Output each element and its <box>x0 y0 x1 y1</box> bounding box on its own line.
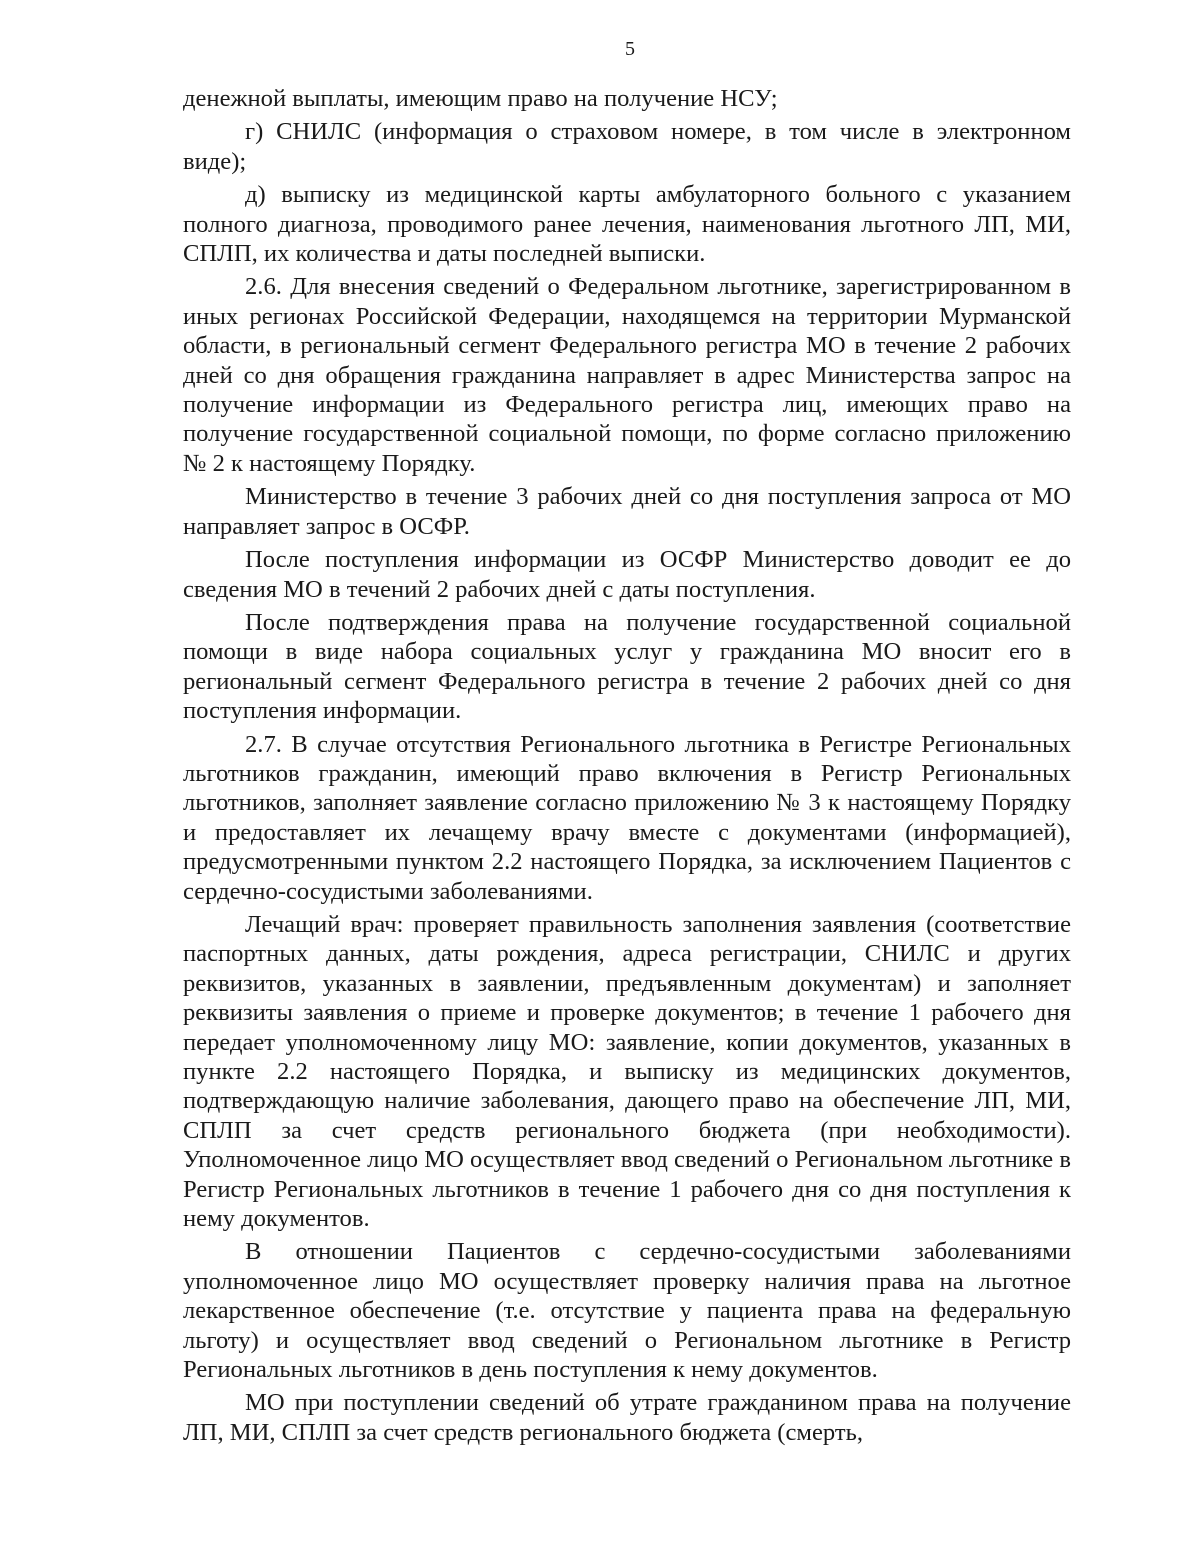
paragraph-confirmation: После подтверждения права на получение государственной социальной помощи в виде набора социальных услуг у гражданина МО вносит его в региональный сегмент Федерального регистра в течение 2 рабочих дней со дня поступления информации. <box>183 608 1071 725</box>
paragraph-cardio-patients: В отношении Пациентов с сердечно-сосудистыми заболеваниями уполномоченное лицо МО осуществляет проверку наличия права на льготное лекарственное обеспечение (т.е. отсутствие у пациента права на федеральную льготу) и осуществляет ввод сведений о Региональном льготнике в Регистр Региональных льготников в день поступления к нему документов. <box>183 1238 1071 1384</box>
paragraph-item-d: д) выписку из медицинской карты амбулаторного больного с указанием полного диагноза, проводимого ранее лечения, наименования льготного ЛП, МИ, СПЛП, их количества и даты последней выписки. <box>183 181 1071 268</box>
paragraph-item-g: г) СНИЛС (информация о страховом номере, в том числе в электронном виде); <box>183 118 1071 175</box>
paragraph-osfr-info: После поступления информации из ОСФР Министерство доводит ее до сведения МО в течений 2 рабочих дней с даты поступления. <box>183 546 1071 603</box>
paragraph-ministry-request: Министерство в течение 3 рабочих дней со дня поступления запроса от МО направляет запрос в ОСФР. <box>183 483 1071 540</box>
page-number: 5 <box>625 38 635 60</box>
paragraph-2-7: 2.7. В случае отсутствия Регионального льготника в Регистре Региональных льготников гражданин, имеющий право включения в Регистр Региональных льготников, заполняет заявление согласно приложению № 3 к настоящему Порядку и предоставляет их лечащему врачу вместе с документами (информацией), предусмотренными пунктом 2.2 настоящего Порядка, за исключением Пациентов с сердечно-сосудистыми заболеваниями. <box>183 730 1071 905</box>
document-body <box>183 84 1071 1451</box>
paragraph-continuation: денежной выплаты, имеющим право на получение НСУ; <box>183 85 778 112</box>
paragraph-doctor: Лечащий врач: проверяет правильность заполнения заявления (соответствие паспортных данных, даты рождения, адреса регистрации, СНИЛС и других реквизитов, указанных в заявлении, предъявленным документам) и заполняет реквизиты заявления о приеме и проверке документов; в течение 1 рабочего дня передает уполномоченному лицу МО: заявление, копии документов, указанных в пункте 2.2 настоящего Порядка, и выписку из медицинских документов, подтверждающую наличие заболевания, дающего право на обеспечение ЛП, МИ, СПЛП за счет средств регионального бюджета (при необходимости). Уполномоченное лицо МО осуществляет ввод сведений о Региональном льготнике в Регистр Региональных льготников в течение 1 рабочего дня со дня поступления к нему документов. <box>183 910 1071 1233</box>
paragraph-loss-of-right: МО при поступлении сведений об утрате гражданином права на получение ЛП, МИ, СПЛП за счет средств регионального бюджета (смерть, <box>183 1389 1071 1446</box>
paragraph-2-6: 2.6. Для внесения сведений о Федеральном льготнике, зарегистрированном в иных регионах Российской Федерации, находящемся на территории Мурманской области, в региональный сегмент Федерального регистра МО в течение 2 рабочих дней со дня обращения гражданина направляет в адрес Министерства запрос на получение информации из Федерального регистра лиц, имеющих право на получение государственной социальной помощи, по форме согласно приложению № 2 к настоящему Порядку. <box>183 273 1071 477</box>
